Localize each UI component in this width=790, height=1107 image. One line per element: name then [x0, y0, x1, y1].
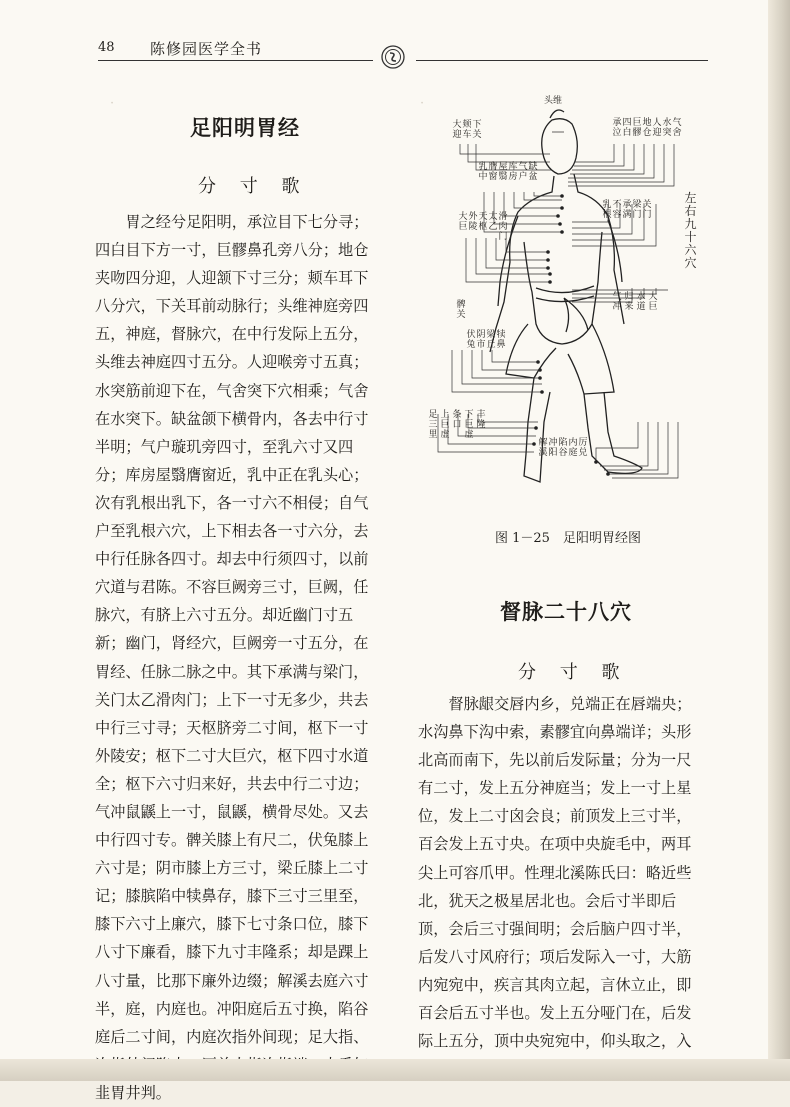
- label-abdomen: 太乙: [488, 212, 498, 232]
- text-line: 际上五分，顶中央宛宛中，仰头取之，入: [418, 1032, 692, 1051]
- book-spine-shadow: [768, 0, 790, 1081]
- label-touwei: 头维: [543, 96, 562, 106]
- label-daying: 大迎: [452, 120, 462, 140]
- text-line: 后发八寸风府行；项后发际入一寸，大筋: [418, 947, 692, 966]
- text-line: 四白目下方一寸，巨髎鼻孔旁八分；地仓: [95, 241, 369, 260]
- text-line: 北，犹天之极星居北也。会后寸半即后: [418, 891, 677, 910]
- label-face: 承泣: [612, 118, 622, 138]
- label-leg: 犊鼻: [496, 330, 506, 350]
- label-lower: 丰隆: [476, 410, 486, 430]
- label-chest: 膺窗: [488, 162, 498, 182]
- label-chest: 乳中: [478, 162, 488, 182]
- text-line: 百会后五寸半也。发上五分哑门在，后发: [418, 1004, 692, 1023]
- label-face: 地仓: [642, 118, 652, 138]
- label-right-lower: 水道: [636, 292, 646, 312]
- label-abdomen: 大巨: [458, 212, 468, 232]
- text-line: 膝下六寸上廉穴，膝下七寸条口位，膝下: [95, 915, 369, 934]
- text-line: 夹吻四分迎，人迎颔下寸三分；颊车耳下: [95, 269, 369, 288]
- label-foot: 陷谷: [558, 438, 568, 458]
- text-line: 五，神庭，督脉穴，在中行发际上五分，: [95, 325, 369, 344]
- page-edge-shadow: [0, 1059, 790, 1081]
- text-line: 顶，会后三寸强间明；会后脑户四寸半，: [418, 919, 692, 938]
- label-right-lower: 大巨: [648, 292, 658, 312]
- text-line: 中行任脉各四寸。却去中行须四寸，以前: [95, 550, 369, 569]
- label-chest: 库房: [508, 162, 518, 182]
- label-face: 四白: [622, 118, 632, 138]
- text-line: 头维去神庭四寸五分。人迎喉旁寸五真；: [95, 353, 369, 372]
- label-leg: 髀关: [456, 300, 466, 320]
- label-face: 巨髎: [632, 118, 642, 138]
- page-number: 48: [98, 40, 115, 55]
- label-lower: 条口: [452, 410, 462, 430]
- text-line: 水沟鼻下沟中索，素髎宜向鼻端详；头形: [418, 723, 692, 742]
- text-line: 中行三寸寻；天枢脐旁二寸间，枢下一寸: [95, 718, 369, 737]
- label-jiache: 颊车: [462, 120, 472, 140]
- section2-body: [418, 690, 718, 1055]
- text-line: 韭胃井判。: [95, 1083, 171, 1102]
- label-face: 气舍: [672, 118, 682, 138]
- label-foot: 解溪: [538, 438, 548, 458]
- label-leg: 伏兔: [466, 330, 476, 350]
- text-line: 记；膝膑陷中犊鼻存，膝下三寸三里至，: [95, 887, 369, 906]
- text-line: 胃之经兮足阳明，承泣目下七分寻；: [125, 213, 369, 231]
- text-line: 新；幽门，肾经穴，巨阙旁一寸五分，在: [95, 634, 369, 653]
- label-right-abdomen: 不容: [612, 200, 622, 220]
- section2-title: 督脉二十八穴: [500, 599, 632, 624]
- label-chest: 气户: [518, 162, 528, 182]
- running-header: [98, 38, 708, 64]
- text-line: 在水突下。缺盆颌下横骨内，各去中行寸: [95, 409, 369, 428]
- text-line: 全；枢下六寸归来好，共去中行二寸边；: [95, 774, 369, 793]
- label-lower: 上巨虚: [440, 410, 450, 440]
- text-line: 分；库房屋翳膺窗近，乳中正在乳头心；: [95, 465, 369, 484]
- text-line: 督脉龈交唇内乡，兑端正在唇端央；: [448, 695, 692, 713]
- text-line: 气冲鼠鼷上一寸，鼠鼷，横骨尽处。又去: [95, 802, 369, 821]
- label-leg: 阴市: [476, 330, 486, 350]
- bleed-through-mark: ·: [110, 96, 115, 111]
- label-chest: 缺盆: [528, 162, 538, 182]
- label-foot: 内庭: [568, 438, 578, 458]
- bleed-through-mark: ·: [420, 96, 425, 111]
- label-right-lower: 气冲: [612, 292, 622, 312]
- section1-subtitle: 分 寸 歌: [198, 176, 309, 197]
- text-line: 胃经、任脉二脉之中。其下承满与梁门，: [95, 662, 369, 681]
- text-line: 北高而南下，先以前后发际量；分为一尺: [418, 751, 692, 770]
- label-face: 人迎: [652, 118, 662, 138]
- text-line: 户至乳根六穴，上下相去各一寸六分，去: [95, 522, 369, 541]
- label-chest: 屋翳: [498, 162, 508, 182]
- label-right-abdomen: 梁门: [632, 200, 642, 220]
- book-title: 陈修园医学全书: [150, 40, 263, 58]
- label-abdomen: 天枢: [478, 212, 488, 232]
- label-abdomen: 外陵: [468, 212, 478, 232]
- header-rule-left: [98, 60, 373, 61]
- header-rule-right: [416, 60, 708, 61]
- label-leg: 梁丘: [486, 330, 496, 350]
- section2-subtitle: 分 寸 歌: [518, 662, 629, 683]
- label-lower: 足三里: [428, 410, 438, 440]
- label-abdomen: 滑肉门: [498, 212, 508, 242]
- figure-caption: 图 1－25 足阳明胃经图: [495, 531, 641, 546]
- text-line: 半，庭，内庭也。冲阳庭后五寸换，陷谷: [95, 999, 369, 1018]
- label-xiaguan: 下关: [472, 120, 482, 140]
- text-line: 八分穴，下关耳前动脉行；头维神庭旁四: [95, 297, 369, 316]
- text-line: 百会发上五寸央。在项中央旋毛中，两耳: [418, 835, 692, 854]
- label-foot: 冲阳: [548, 438, 558, 458]
- text-line: 中行四寸专。髀关膝上有尺二，伏兔膝上: [95, 831, 369, 850]
- text-line: 脉穴，有脐上六寸五分。却近幽门寸五: [95, 606, 354, 625]
- publisher-emblem-icon: [380, 44, 406, 70]
- text-line: 八寸量，比那下廉外边缀；解溪去庭六寸: [95, 971, 369, 990]
- label-foot: 厉兑: [578, 438, 588, 458]
- text-line: 水突筋前迎下在，气舍突下穴相乘；气舍: [95, 381, 369, 400]
- text-line: 关门太乙滑肉门；上下一寸无多少，共去: [95, 690, 369, 709]
- text-line: 位，发上二寸囟会良；前顶发上三寸半，: [418, 807, 692, 826]
- label-right-lower: 归来: [624, 292, 634, 312]
- text-line: 八寸下廉看，膝下九寸丰隆系；却是踝上: [95, 943, 369, 962]
- side-note: 左右九十六穴: [684, 191, 697, 270]
- text-line: 六寸是；阴市膝上方三寸，梁丘膝上二寸: [95, 859, 369, 878]
- text-line: 尖上可容爪甲。性理北溪陈氏曰：略近些: [418, 863, 692, 882]
- text-line: 次有乳根出乳下，各一寸六不相侵；自气: [95, 493, 369, 512]
- section1-body: [95, 208, 395, 1107]
- text-line: 外陵安；枢下二寸大巨穴，枢下四寸水道: [95, 746, 369, 765]
- label-face: 水突: [662, 118, 672, 138]
- label-right-abdomen: 承满: [622, 200, 632, 220]
- label-right-abdomen: 乳根: [602, 200, 612, 220]
- text-line: 庭后二寸间，内庭次指外间现；足大指、: [95, 1027, 369, 1046]
- text-line: 穴道与君陈。不容巨阙旁三寸，巨阙，任: [95, 578, 369, 597]
- section1-title: 足阳明胃经: [190, 115, 300, 140]
- label-right-abdomen: 关门: [642, 200, 652, 220]
- text-line: 半明；气户璇玑旁四寸，至乳六寸又四: [95, 437, 354, 456]
- label-lower: 下巨虚: [464, 410, 474, 440]
- text-line: 内宛宛中，疾言其肉立起，言休立止，即: [418, 975, 692, 994]
- text-line: 有二寸，发上五分神庭当；发上一寸上星: [418, 779, 692, 798]
